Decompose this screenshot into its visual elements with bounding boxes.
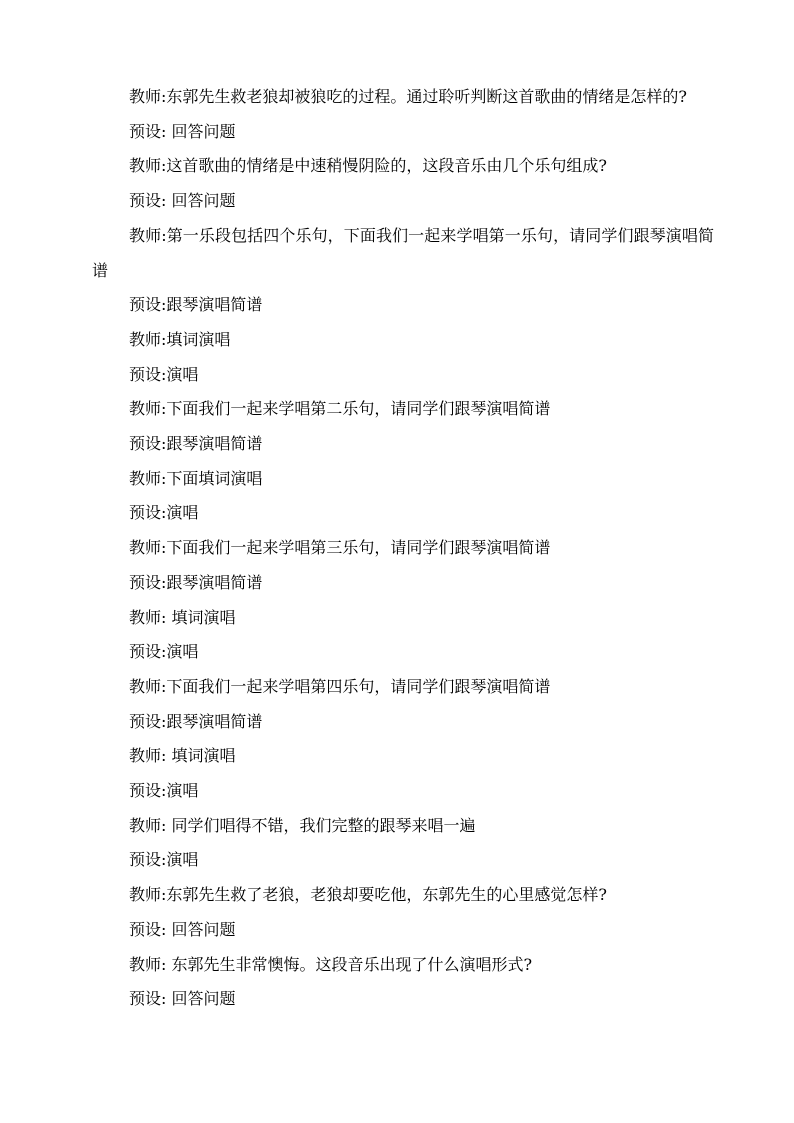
- paragraph-text: 回答问题: [171, 191, 236, 211]
- paragraph-text: 演唱: [166, 850, 199, 870]
- paragraph: [92, 982, 714, 1017]
- paragraph: [92, 878, 714, 913]
- speaker-label: 教师:: [129, 607, 167, 627]
- paragraph: [92, 149, 714, 184]
- paragraph-text: 回答问题: [171, 989, 236, 1009]
- speaker-label: 教师:: [129, 87, 167, 106]
- speaker-label: 教师:: [129, 538, 167, 558]
- speaker-label: 预设:: [129, 121, 167, 141]
- paragraph: [92, 705, 714, 740]
- paragraph: [92, 948, 714, 983]
- speaker-label: 预设:: [129, 711, 167, 731]
- paragraph-text: 演唱: [166, 642, 199, 662]
- speaker-label: 教师:: [129, 156, 167, 176]
- paragraph: [92, 531, 714, 566]
- paragraph-text: 下面我们一起来学唱第二乐句，请同学们跟琴演唱简谱: [166, 399, 551, 419]
- paragraph: [92, 219, 714, 288]
- paragraph: [92, 427, 714, 462]
- speaker-label: 教师:: [129, 329, 167, 349]
- paragraph: [92, 80, 714, 115]
- paragraph: [92, 115, 714, 150]
- paragraph-text: 跟琴演唱简谱: [166, 572, 263, 592]
- speaker-label: 预设:: [129, 781, 167, 801]
- speaker-label: 教师:: [129, 468, 167, 488]
- speaker-label: 预设:: [129, 850, 167, 870]
- paragraph-text: 第一乐段包括四个乐句，下面我们一起来学唱第一乐句，请同学们跟琴演唱简谱: [92, 225, 714, 280]
- paragraph-text: 下面我们一起来学唱第四乐句，请同学们跟琴演唱简谱: [166, 676, 551, 696]
- paragraph: [92, 358, 714, 393]
- paragraph: [92, 809, 714, 844]
- paragraph: [92, 392, 714, 427]
- paragraph: [92, 462, 714, 497]
- paragraph: [92, 843, 714, 878]
- paragraph: [92, 635, 714, 670]
- paragraph: [92, 323, 714, 358]
- paragraph-text: 填词演唱: [171, 746, 236, 766]
- paragraph-text: 东郭先生非常懊悔。这段音乐出现了什么演唱形式?: [171, 954, 533, 974]
- speaker-label: 预设:: [129, 572, 167, 592]
- speaker-label: 预设:: [129, 642, 167, 662]
- paragraph: [92, 496, 714, 531]
- speaker-label: 教师:: [129, 885, 167, 905]
- paragraph-text: 东郭先生救了老狼，老狼却要吃他，东郭先生的心里感觉怎样?: [166, 885, 607, 905]
- paragraph-text: 同学们唱得不错，我们完整的跟琴来唱一遍: [171, 815, 476, 835]
- speaker-label: 教师:: [129, 746, 167, 766]
- paragraph: [92, 601, 714, 636]
- speaker-label: 预设:: [129, 364, 167, 384]
- paragraph: [92, 566, 714, 601]
- paragraph-text: 东郭先生救老狼却被狼吃的过程。通过聆听判断这首歌曲的情绪是怎样的?: [166, 87, 687, 106]
- paragraph-text: 演唱: [166, 364, 199, 384]
- speaker-label: 教师:: [129, 676, 167, 696]
- paragraph-text: 下面填词演唱: [166, 468, 263, 488]
- paragraph-text: 跟琴演唱简谱: [166, 434, 263, 454]
- paragraph-text: 跟琴演唱简谱: [166, 711, 263, 731]
- paragraph-text: 跟琴演唱简谱: [166, 295, 263, 315]
- speaker-label: 预设:: [129, 503, 167, 523]
- speaker-label: 教师:: [129, 225, 167, 245]
- paragraph-text: 填词演唱: [166, 329, 231, 349]
- speaker-label: 教师:: [129, 815, 167, 835]
- speaker-label: 预设:: [129, 919, 167, 939]
- paragraph: [92, 774, 714, 809]
- paragraph: [92, 184, 714, 219]
- paragraph-text: 回答问题: [171, 121, 236, 141]
- paragraph-text: 演唱: [166, 503, 199, 523]
- paragraph: [92, 913, 714, 948]
- paragraph-text: 填词演唱: [171, 607, 236, 627]
- speaker-label: 预设:: [129, 434, 167, 454]
- paragraph-text: 这首歌曲的情绪是中速稍慢阴险的，这段音乐由几个乐句组成?: [166, 156, 607, 176]
- speaker-label: 预设:: [129, 989, 167, 1009]
- speaker-label: 教师:: [129, 954, 167, 974]
- paragraph-text: 下面我们一起来学唱第三乐句，请同学们跟琴演唱简谱: [166, 538, 551, 558]
- paragraph-text: 回答问题: [171, 919, 236, 939]
- paragraph: [92, 670, 714, 705]
- speaker-label: 预设:: [129, 295, 167, 315]
- speaker-label: 教师:: [129, 399, 167, 419]
- paragraph: [92, 739, 714, 774]
- speaker-label: 预设:: [129, 191, 167, 211]
- paragraph: [92, 288, 714, 323]
- paragraph-text: 演唱: [166, 781, 199, 801]
- document-page: [92, 80, 714, 1017]
